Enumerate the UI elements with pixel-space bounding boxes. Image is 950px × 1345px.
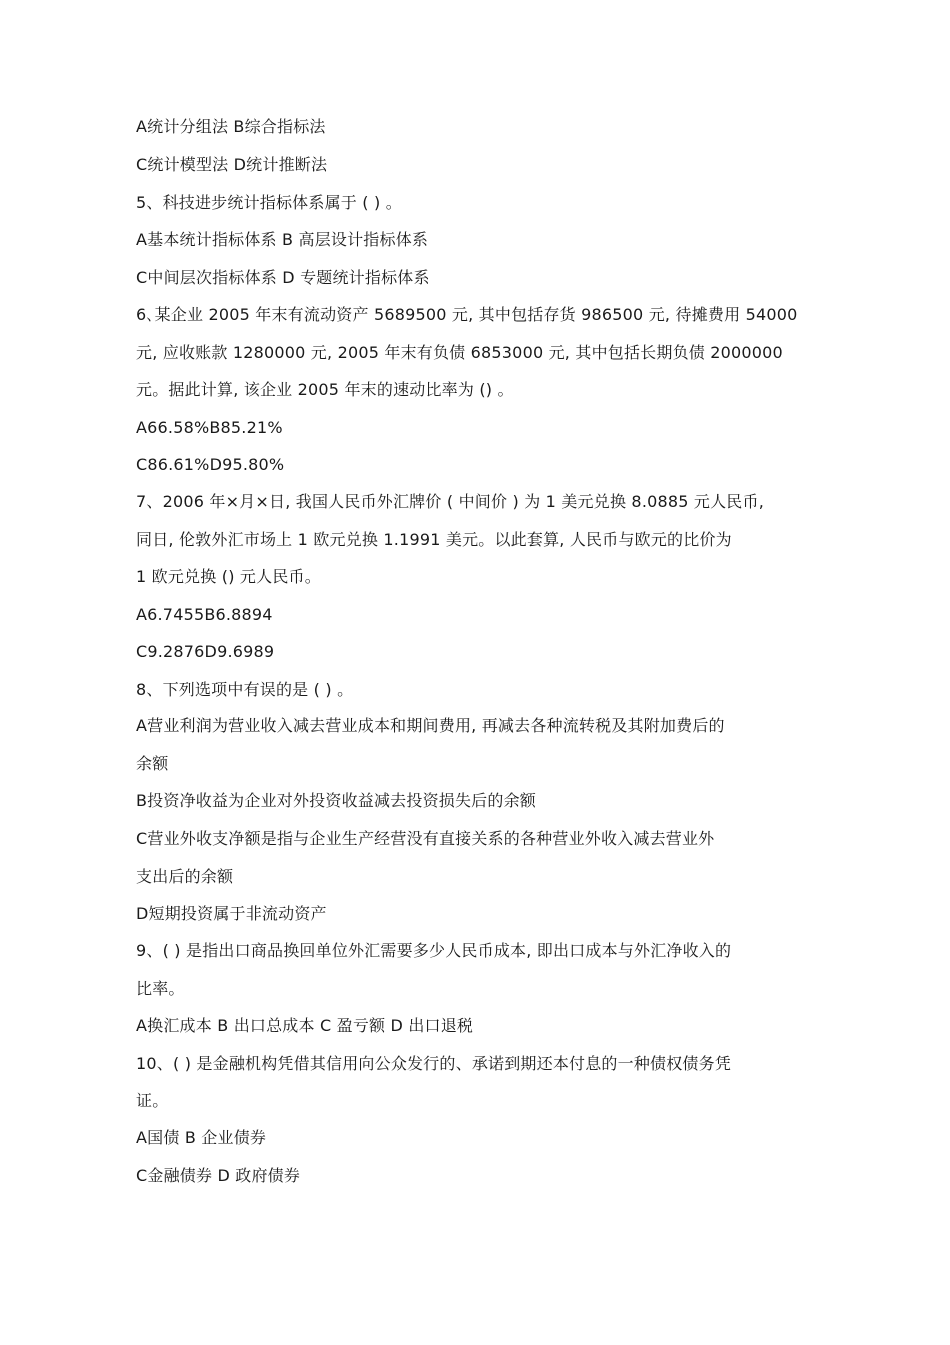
question-10: 10、( ) 是金融机构凭借其信用向公众发行的、承诺到期还本付息的一种债权债务凭 (136, 1054, 732, 1073)
text-line: 1 欧元兑换 () 元人民币。 (136, 567, 321, 586)
text-line: 余额 (136, 754, 169, 773)
text-line: C营业外收支净额是指与企业生产经营没有直接关系的各种营业外收入减去营业外 (136, 829, 715, 848)
question-6: 6､某企业 2005 年末有流动资产 5689500 元, 其中包括存货 986500 元, 待摊费用 54000 (136, 305, 798, 324)
text-line: C86.61%D95.80% (136, 455, 285, 474)
text-line: 元。据此计算, 该企业 2005 年末的速动比率为 () 。 (136, 380, 514, 399)
text-line: 支出后的余额 (136, 867, 234, 886)
text-line: C中间层次指标体系 D 专题统计指标体系 (136, 268, 430, 287)
text-line: A统计分组法 B综合指标法 (136, 117, 326, 136)
text-line: C统计模型法 D统计推断法 (136, 155, 328, 174)
question-9: 9、( ) 是指出口商品换回单位外汇需要多少人民币成本, 即出口成本与外汇净收入的 (136, 941, 732, 960)
text-line: A6.7455B6.8894 (136, 605, 273, 624)
text-line: 元, 应收账款 1280000 元, 2005 年末有负债 6853000 元, 其中包括长期负债 2000000 (136, 343, 783, 362)
question-5: 5、科技进步统计指标体系属于 ( ) 。 (136, 193, 402, 212)
text-line: A基本统计指标体系 B 高层设计指标体系 (136, 230, 429, 249)
text-line: D短期投资属于非流动资产 (136, 904, 327, 923)
text-line: 同日, 伦敦外汇市场上 1 欧元兑换 1.1991 美元。以此套算, 人民币与欧元的比价为 (136, 530, 732, 549)
text-line: B投资净收益为企业对外投资收益减去投资损失后的余额 (136, 791, 536, 810)
question-8: 8、下列选项中有误的是 ( ) 。 (136, 680, 354, 699)
text-line: 证。 (136, 1091, 169, 1110)
text-line: C金融债券 D 政府债券 (136, 1166, 301, 1185)
text-line: A换汇成本 B 出口总成本 C 盈亏额 D 出口退税 (136, 1016, 474, 1035)
text-line: A66.58%B85.21% (136, 418, 283, 437)
question-7: 7、2006 年×月×日, 我国人民币外汇牌价 ( 中间价 ) 为 1 美元兑换 8.0885 元人民币, (136, 492, 764, 511)
text-line: C9.2876D9.6989 (136, 642, 275, 661)
text-line: A营业利润为营业收入减去营业成本和期间费用, 再减去各种流转税及其附加费后的 (136, 716, 725, 735)
text-line: A国债 B 企业债券 (136, 1128, 267, 1147)
text-line: 比率。 (136, 979, 185, 998)
